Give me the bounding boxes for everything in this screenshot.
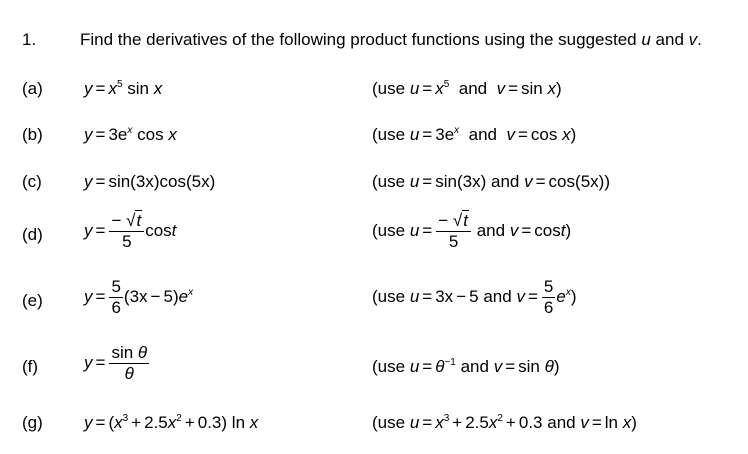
function-expression: y = $\frac{5}{6}$ $(3x - 5)e^x$ [84, 277, 194, 317]
part-label: (d) [22, 225, 43, 244]
part-label: (c) [22, 172, 42, 191]
suggested-u-v: (use $u = \theta^{-1}$ and v = sin θ) [372, 357, 560, 376]
suggested-u-v: (use $u = 3e^x$ and v = cos x) [372, 125, 577, 144]
fraction: $\frac{- √t}{5}$ [436, 212, 471, 251]
part-label: (b) [22, 125, 43, 144]
part-label: (a) [22, 79, 43, 98]
function-expression: $y = 3e^x$ cos x [84, 125, 177, 144]
function-expression: $y = x^5$ sin x [84, 79, 163, 98]
suggested-u-v: (use u = 3x − 5 and v = $\frac{5}{6}$ $e^x$) [372, 277, 577, 317]
part-label: (e) [22, 291, 43, 310]
fraction: $\frac{5}{6}$ [543, 277, 554, 317]
function-expression: $y = (x^3 + 2.5x^2 + 0.3)$ ln x [84, 413, 259, 432]
function-expression: y = sin(3x)cos(5x) [84, 172, 216, 191]
part-label: (g) [22, 413, 43, 432]
fraction: $\frac{- √t}{5}$ [109, 212, 144, 251]
fraction: $\frac{5}{6}$ [111, 277, 121, 317]
suggested-u-v: (use $u = x^3 + 2.5x^2 + 0.3$ and v = ln x) [372, 413, 637, 432]
fraction: $\frac{\text{sin θ}}{\theta}$ [111, 343, 148, 383]
suggested-u-v: (use $u = x^5$ and v = sin x) [372, 79, 562, 98]
function-expression: y = $\frac{\text{sin θ}}{\theta}$ [84, 343, 148, 383]
function-expression: y = $\frac{- √t}{5}$ cost [84, 211, 177, 251]
suggested-u-v: (use u = sin(3x) and v = cos(5x)) [372, 172, 610, 191]
question-number: 1. [22, 30, 37, 49]
question-text: Find the derivatives of the following product functions using the suggested u and v. [80, 30, 702, 49]
suggested-u-v: (use u = $\frac{- √t}{5}$ and v = cost) [372, 211, 572, 251]
part-label: (f) [22, 357, 39, 376]
